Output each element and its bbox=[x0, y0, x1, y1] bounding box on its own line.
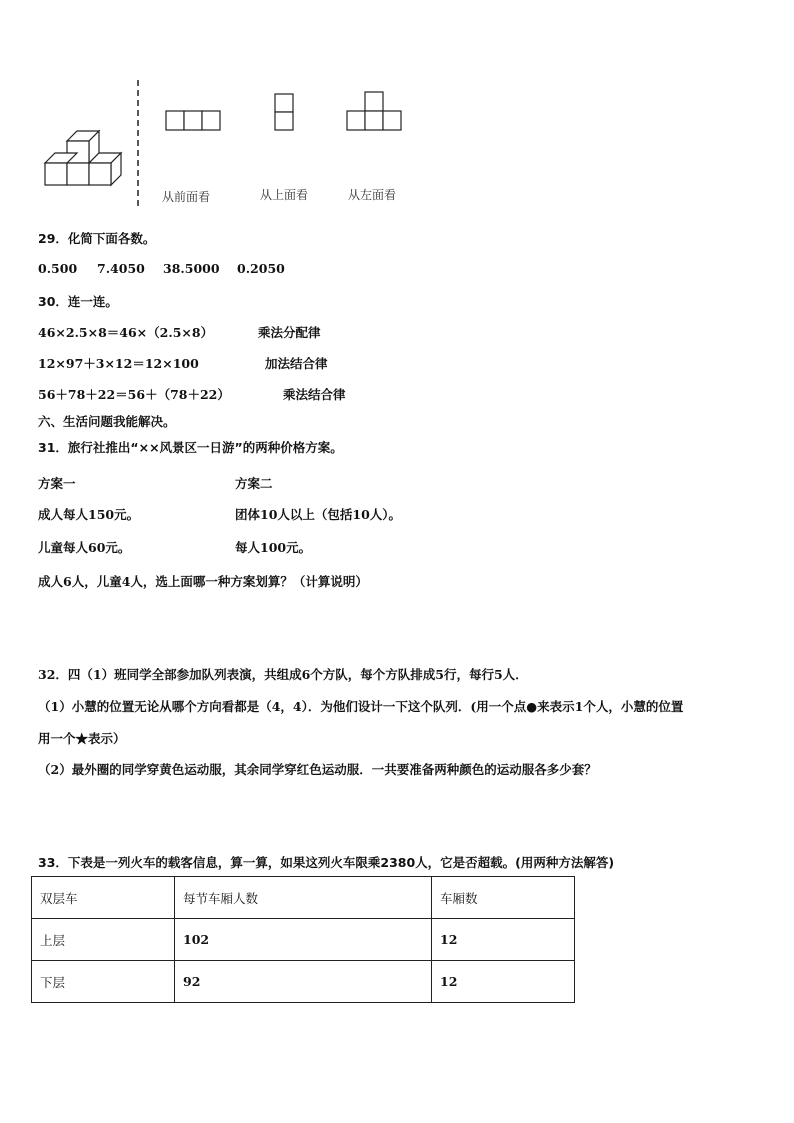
q29-title: 29．化简下面各数。 bbox=[38, 231, 156, 246]
q30-right-3: 乘法结合律 bbox=[283, 387, 346, 402]
front-view-label: 从前面看 bbox=[162, 190, 211, 204]
table-cell: 102 bbox=[175, 919, 432, 961]
table-cell: 12 bbox=[432, 961, 575, 1003]
q30-left-3: 56＋78＋22＝56＋（78＋22） bbox=[38, 387, 230, 402]
q32-part2: （2）最外圈的同学穿黄色运动服，其余同学穿红色运动服．一共要准备两种颜色的运动服各多少套？ bbox=[38, 762, 597, 777]
table-cell: 92 bbox=[175, 961, 432, 1003]
table-cell: 12 bbox=[432, 919, 575, 961]
plan2-line2: 每人100元。 bbox=[235, 540, 312, 555]
dashed-divider bbox=[135, 80, 141, 208]
q30-left-1: 46×2.5×8＝46×（2.5×8） bbox=[38, 325, 214, 340]
passenger-table bbox=[31, 876, 575, 1003]
table-cell: 上层 bbox=[32, 919, 175, 961]
plan2-name: 方案二 bbox=[235, 476, 273, 491]
plan2-line1: 团体10人以上（包括10人）。 bbox=[235, 507, 402, 522]
table-header-cell: 每节车厢人数 bbox=[175, 877, 432, 919]
section-six-heading: 六、生活问题我能解决。 bbox=[38, 414, 176, 429]
left-view-diagram bbox=[346, 91, 404, 133]
plan1-line2: 儿童每人60元。 bbox=[38, 540, 131, 555]
table-header-cell: 双层车 bbox=[32, 877, 175, 919]
cube-stack-figure bbox=[40, 78, 140, 190]
q30-right-2: 加法结合律 bbox=[265, 356, 328, 371]
q30-left-2: 12×97＋3×12＝12×100 bbox=[38, 356, 199, 371]
q32-part1-line1: （1）小慧的位置无论从哪个方向看都是（4，4）．为他们设计一下这个队列．(用一个点●来表示1个人，小慧的位置 bbox=[38, 699, 684, 714]
plan1-name: 方案一 bbox=[38, 476, 76, 491]
q29-number-2: 7.4050 bbox=[97, 261, 145, 276]
q30-right-1: 乘法分配律 bbox=[258, 325, 321, 340]
top-view-diagram bbox=[274, 93, 296, 133]
q32-part1-line2: 用一个★表示） bbox=[38, 731, 126, 746]
table-header-row bbox=[32, 877, 575, 919]
q31-title: 31．旅行社推出“××风景区一日游”的两种价格方案。 bbox=[38, 440, 343, 455]
q31-question: 成人6人，儿童4人，选上面哪一种方案划算？（计算说明） bbox=[38, 574, 368, 589]
q30-title: 30．连一连。 bbox=[38, 294, 118, 309]
table-row bbox=[32, 919, 575, 961]
table-header-cell: 车厢数 bbox=[432, 877, 575, 919]
top-view-label: 从上面看 bbox=[260, 188, 309, 202]
front-view-diagram bbox=[165, 110, 223, 132]
table-cell: 下层 bbox=[32, 961, 175, 1003]
left-view-label: 从左面看 bbox=[348, 188, 397, 202]
table-row bbox=[32, 961, 575, 1003]
q29-number-1: 0.500 bbox=[38, 261, 78, 276]
q32-title: 32．四（1）班同学全部参加队列表演，共组成6个方队，每个方队排成5行，每行5人． bbox=[38, 667, 528, 682]
q29-number-4: 0.2050 bbox=[237, 261, 285, 276]
q33-title: 33．下表是一列火车的载客信息，算一算，如果这列火车限乘2380人，它是否超载。(用两种方法解答) bbox=[38, 855, 615, 870]
q29-number-3: 38.5000 bbox=[163, 261, 220, 276]
plan1-line1: 成人每人150元。 bbox=[38, 507, 140, 522]
